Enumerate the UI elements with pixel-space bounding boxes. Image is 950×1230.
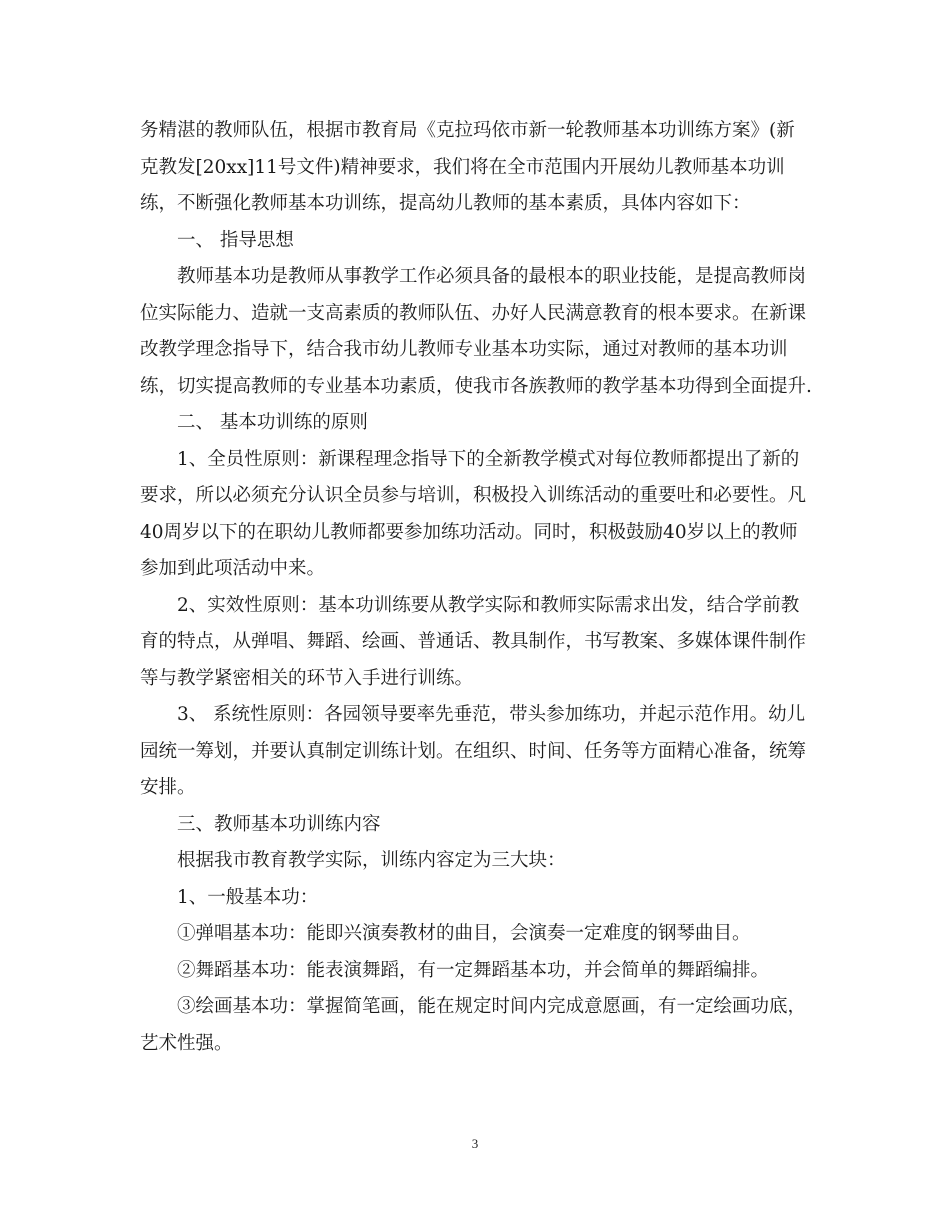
- paragraph: 教师基本功是教师从事教学工作必须具备的最根本的职业技能，是提高教师岗位实际能力、造就一支高素质的教师队伍、办好人民满意教育的根本要求。在新课改教学理念指导下，结合我市幼儿教师专业基本功实际，通过对教师的基本功训练，切实提高教师的专业基本功素质，使我市各族教师的教学基本功得到全面提升.: [140, 266, 812, 397]
- list-item: ①弹唱基本功：能即兴演奏教材的曲目，会演奏一定难度的钢琴曲目。: [177, 923, 751, 944]
- document-body: [140, 113, 812, 1062]
- paragraph: 2、实效性原则：基本功训练要从教学实际和教师实际需求出发，结合学前教育的特点，从弹唱、舞蹈、绘画、普通话、教具制作，书写教案、多媒体课件制作等与教学紧密相关的环节入手进行训练。: [140, 594, 807, 689]
- paragraph: 3、 系统性原则：各园领导要率先垂范，带头参加练功，并起示范作用。幼儿园统一筹划，并要认真制定训练计划。在组织、时间、任务等方面精心准备，统筹安排。: [140, 704, 807, 798]
- section-heading: 二、 基本功训练的原则: [177, 412, 368, 433]
- list-item: ②舞蹈基本功：能表演舞蹈，有一定舞蹈基本功，并会简单的舞蹈编排。: [177, 959, 770, 981]
- list-item: ③绘画基本功：掌握简笔画，能在规定时间内完成意愿画，有一定绘画功底，艺术性强。: [140, 996, 807, 1054]
- paragraph: 根据我市教育教学实际，训练内容定为三大块：: [177, 850, 566, 871]
- section-heading: 一、 指导思想: [177, 229, 294, 251]
- section-heading: 三、教师基本功训练内容: [177, 813, 381, 835]
- subheading: 1、一般基本功：: [177, 886, 319, 908]
- paragraph: 1、全员性原则：新课程理念指导下的全新教学模式对每位教师都提出了新的要求，所以必须充分认识全员参与培训，积极投入训练活动的重要吐和必要性。凡40周岁以下的在职幼儿教师都要参加练功活动。同时，积极鼓励40岁以上的教师参加到此项活动中来。: [140, 448, 807, 579]
- page-number: 3: [471, 1136, 479, 1151]
- paragraph: 务精湛的教师队伍，根据市教育局《克拉玛依市新一轮教师基本功训练方案》(新克教发[20xx]11号文件)精神要求，我们将在全市范围内开展幼儿教师基本功训练，不断强化教师基本功训练，提高幼儿教师的基本素质，具体内容如下：: [140, 120, 795, 214]
